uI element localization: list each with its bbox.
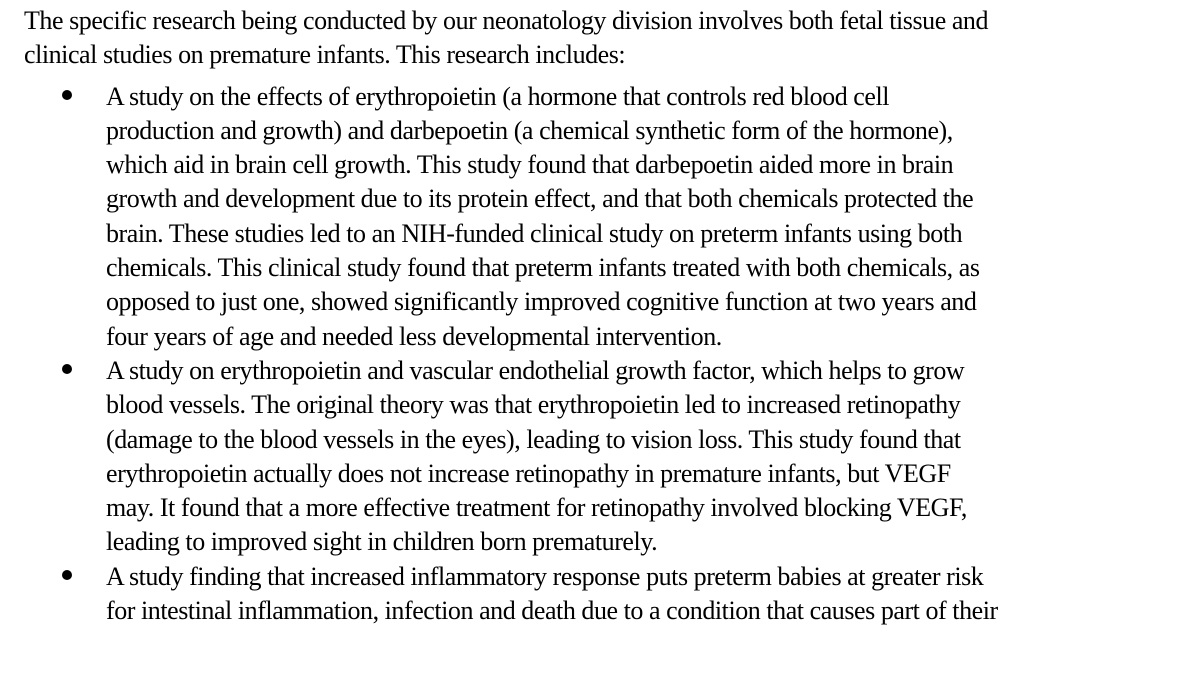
item-line: brain. These studies led to an NIH-funded clinical study on preterm infants using both xyxy=(106,218,963,248)
item-line: four years of age and needed less developmental intervention. xyxy=(106,321,722,351)
item-line: for intestinal inflammation, infection and death due to a condition that causes part of their xyxy=(106,596,998,626)
item-line: opposed to just one, showed significantly improved cognitive function at two years and xyxy=(106,287,977,317)
item-line: growth and development due to its protein effect, and that both chemicals protected the xyxy=(106,184,974,214)
intro-paragraph xyxy=(24,4,1174,73)
item-line: leading to improved sight in children born prematurely. xyxy=(106,527,658,557)
item-line: production and growth) and darbepoetin (a chemical synthetic form of the hormone), xyxy=(106,115,953,145)
bullet-icon xyxy=(62,570,72,580)
item-line: which aid in brain cell growth. This study found that darbepoetin aided more in brain xyxy=(106,150,954,180)
item-line: A study on erythropoietin and vascular endothelial growth factor, which helps to grow xyxy=(106,355,965,385)
intro-line: The specific research being conducted by our neonatology division involves both fetal tissue and xyxy=(24,6,989,35)
item-line: (damage to the blood vessels in the eyes), leading to vision loss. This study found that xyxy=(106,424,961,454)
item-line: chemicals. This clinical study found that preterm infants treated with both chemicals, as xyxy=(106,253,980,283)
research-list-item xyxy=(24,80,1174,354)
research-list-item xyxy=(24,354,1174,560)
document-body xyxy=(24,4,1174,628)
research-list xyxy=(24,80,1174,629)
bullet-icon xyxy=(62,90,72,100)
item-line: A study on the effects of erythropoietin (a hormone that controls red blood cell xyxy=(106,81,890,111)
research-list-item xyxy=(24,560,1174,629)
item-line: erythropoietin actually does not increase retinopathy in premature infants, but VEGF xyxy=(106,458,951,488)
item-line: blood vessels. The original theory was that erythropoietin led to increased retinopathy xyxy=(106,390,961,420)
bullet-icon xyxy=(62,364,72,374)
item-line: may. It found that a more effective treatment for retinopathy involved blocking VEGF, xyxy=(106,493,967,523)
intro-line: clinical studies on premature infants. This research includes: xyxy=(24,40,626,70)
item-line: A study finding that increased inflammatory response puts preterm babies at greater risk xyxy=(106,561,984,591)
